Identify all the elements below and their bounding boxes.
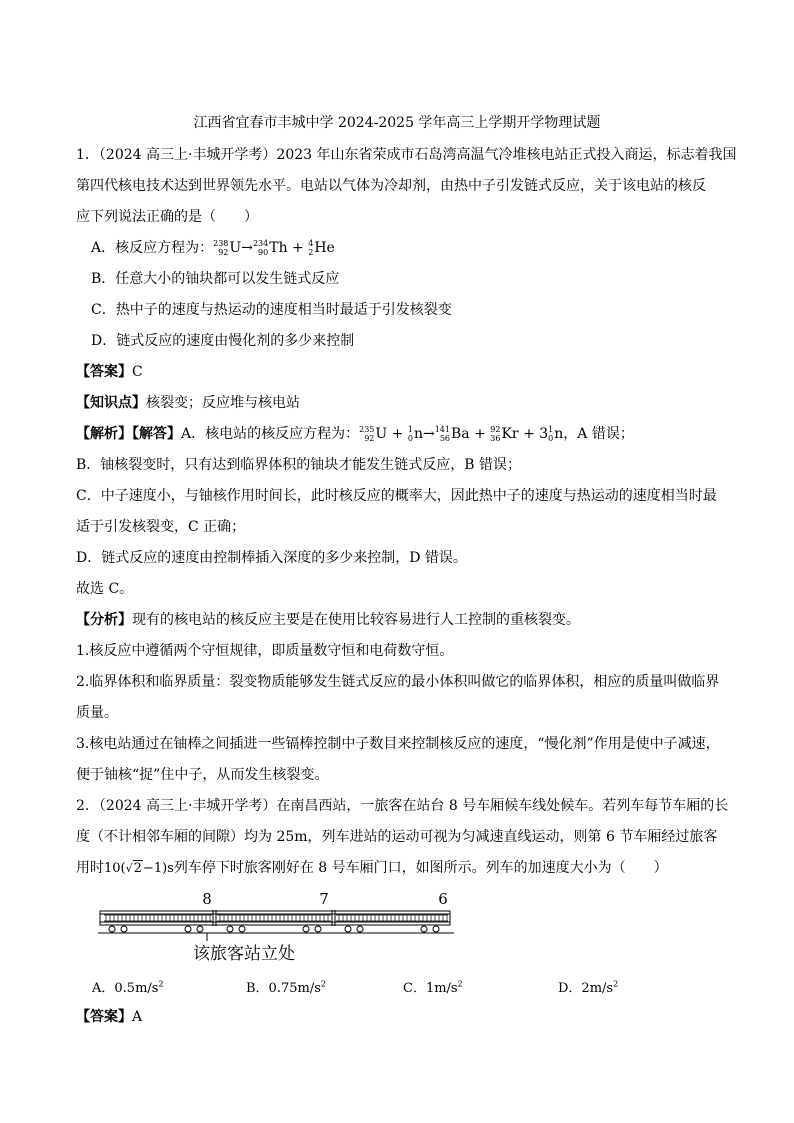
symbol-kr: Kr xyxy=(501,426,519,442)
option-a-text: A．核反应方程为： xyxy=(91,240,214,256)
q2-stem-line3 xyxy=(76,858,668,879)
q1-option-b[interactable]: B．任意大小的铀块都可以发生链式反应 xyxy=(91,271,340,287)
car-label-7: 7 xyxy=(319,890,329,908)
q1-stem-line2: 第四代核电技术达到世界领先水平。电站以气体为冷却剂，由热中子引发链式反应，关于该电站的核反 xyxy=(76,178,706,194)
analysis-label: 【解析】【解答】 xyxy=(76,426,181,442)
symbol-u: U xyxy=(229,240,242,256)
q1-point-2-line2: 质量。 xyxy=(76,705,118,721)
symbol-ba: Ba xyxy=(451,426,470,442)
plus-sign: + xyxy=(387,426,408,442)
q1-point-2-line1: 2.临界体积和临界质量：裂变物质能够发生链式反应的最小体积叫做它的临界体积，相应的质量叫做临界 xyxy=(76,674,720,690)
reaction-arrow: → xyxy=(241,240,253,256)
reaction-arrow: → xyxy=(422,426,435,442)
q1-point-3-line1: 3.核电站通过在铀棒之间插进一些镉棒控制中子数目来控制核反应的速度，“慢化剂”作用是使中子减速， xyxy=(76,736,720,752)
q2-option-c[interactable]: C．$1m/s^2$ xyxy=(403,979,463,996)
nuclide-u238: 238 92 xyxy=(213,239,229,257)
plus-sign: + xyxy=(469,426,491,442)
nuclide-he4: 4 2 xyxy=(308,239,314,257)
symbol-n: n xyxy=(413,426,423,442)
train-wheels xyxy=(109,926,439,932)
q1-stem-line1: 1．（2024 高三上·丰城开学考）2023 年山东省荣成市石岛湾高温气冷堆核电站正式投入商运，标志着我国 xyxy=(76,147,737,163)
q2-option-b[interactable]: B．$0.75m/s^2$ xyxy=(246,979,326,996)
stem-pre: 用时 xyxy=(76,860,104,876)
plus-sign: + xyxy=(287,240,309,256)
analysis-a-text: A．核电站的核反应方程为： xyxy=(181,426,360,442)
q1-point-3-line2: 便于铀核“捉”住中子，从而发生核裂变。 xyxy=(76,767,329,783)
q1-option-c[interactable]: C．热中子的速度与热运动的速度相当时最适于引发核裂变 xyxy=(91,302,452,318)
knowledge-value: 核裂变；反应堆与核电站 xyxy=(146,395,300,411)
doc-title: 江西省宜春市丰城中学 2024-2025 学年高三上学期开学物理试题 xyxy=(193,115,601,131)
knowledge-label: 【知识点】 xyxy=(76,395,146,411)
stem-post: 列车停下时旅客刚好在 8 号车厢门口，如图所示。列车的加速度大小为（ ） xyxy=(173,860,668,876)
plus-three: + 3 xyxy=(518,426,549,442)
nuclide-kr92: 92 36 xyxy=(490,425,501,443)
symbol-n: n xyxy=(554,426,564,442)
analysis2-text: 现有的核电站的核反应主要是在使用比较容易进行人工控制的重核裂变。 xyxy=(132,612,580,628)
q1-analysis-b: B．铀核裂变时，只有达到临界体积的铀块才能发生链式反应，B 错误； xyxy=(76,457,522,473)
symbol-th: Th xyxy=(269,240,288,256)
passenger-caption: 该旅客站立处 xyxy=(193,944,295,964)
q2-answer xyxy=(76,1007,142,1027)
analysis-a-suffix: ，A 错误； xyxy=(563,426,634,442)
car-label-6: 6 xyxy=(438,890,448,908)
car-label-8: 8 xyxy=(202,890,212,908)
q1-option-d[interactable]: D．链式反应的速度由慢化剂的多少来控制 xyxy=(91,333,355,349)
train-figure xyxy=(96,888,456,968)
nuclide-n1b: 1 0 xyxy=(548,425,554,443)
q1-choose: 故选 C。 xyxy=(76,581,134,597)
q1-analysis-c2: 适于引发核裂变，C 正确； xyxy=(76,519,246,535)
nuclide-ba141: 141 56 xyxy=(434,425,450,443)
q1-point-1: 1.核反应中遵循两个守恒规律，即质量数守恒和电荷数守恒。 xyxy=(76,643,454,659)
q1-analysis2 xyxy=(76,610,580,630)
q2-option-a[interactable]: A．$0.5m/s^2$ xyxy=(92,979,164,996)
q1-analysis-c1: C．中子速度小，与铀核作用时间长，此时核反应的概率大，因此热中子的速度与热运动的速度相当时最 xyxy=(76,488,717,504)
train-body xyxy=(100,910,450,926)
nuclide-u235: 235 92 xyxy=(359,425,375,443)
q1-knowledge-point xyxy=(76,393,300,413)
q2-stem-line1: 2．（2024 高三上·丰城开学考）在南昌西站，一旅客在站台 8 号车厢候车线处候车。若列车每节车厢的长 xyxy=(76,798,729,814)
q2-option-d[interactable]: D．$2m/s^2$ xyxy=(558,979,619,996)
train-windows xyxy=(104,915,448,921)
analysis2-label: 【分析】 xyxy=(76,612,132,628)
q1-option-a[interactable] xyxy=(91,238,335,258)
q1-answer xyxy=(76,362,143,382)
answer-value: C xyxy=(132,364,143,380)
q1-analysis-d: D．链式反应的速度由控制棒插入深度的多少来控制，D 错误。 xyxy=(76,550,467,566)
symbol-u: U xyxy=(375,426,388,442)
nuclide-th234: 234 90 xyxy=(252,239,269,257)
answer-value: A xyxy=(132,1009,143,1025)
q1-stem-line3: 应下列说法正确的是（ ） xyxy=(76,209,258,225)
q2-stem-line2: 度（不计相邻车厢的间隙）均为 25m，列车进站的运动可视为匀减速直线运动，则第 6 节车厢经过旅客 xyxy=(76,829,718,845)
answer-label: 【答案】 xyxy=(76,364,132,380)
nuclide-n1: 1 0 xyxy=(407,425,413,443)
q1-analysis-a xyxy=(76,424,634,444)
symbol-he: He xyxy=(314,240,335,256)
time-expression: 10(√2−1)s xyxy=(104,861,174,876)
answer-label: 【答案】 xyxy=(76,1009,132,1025)
